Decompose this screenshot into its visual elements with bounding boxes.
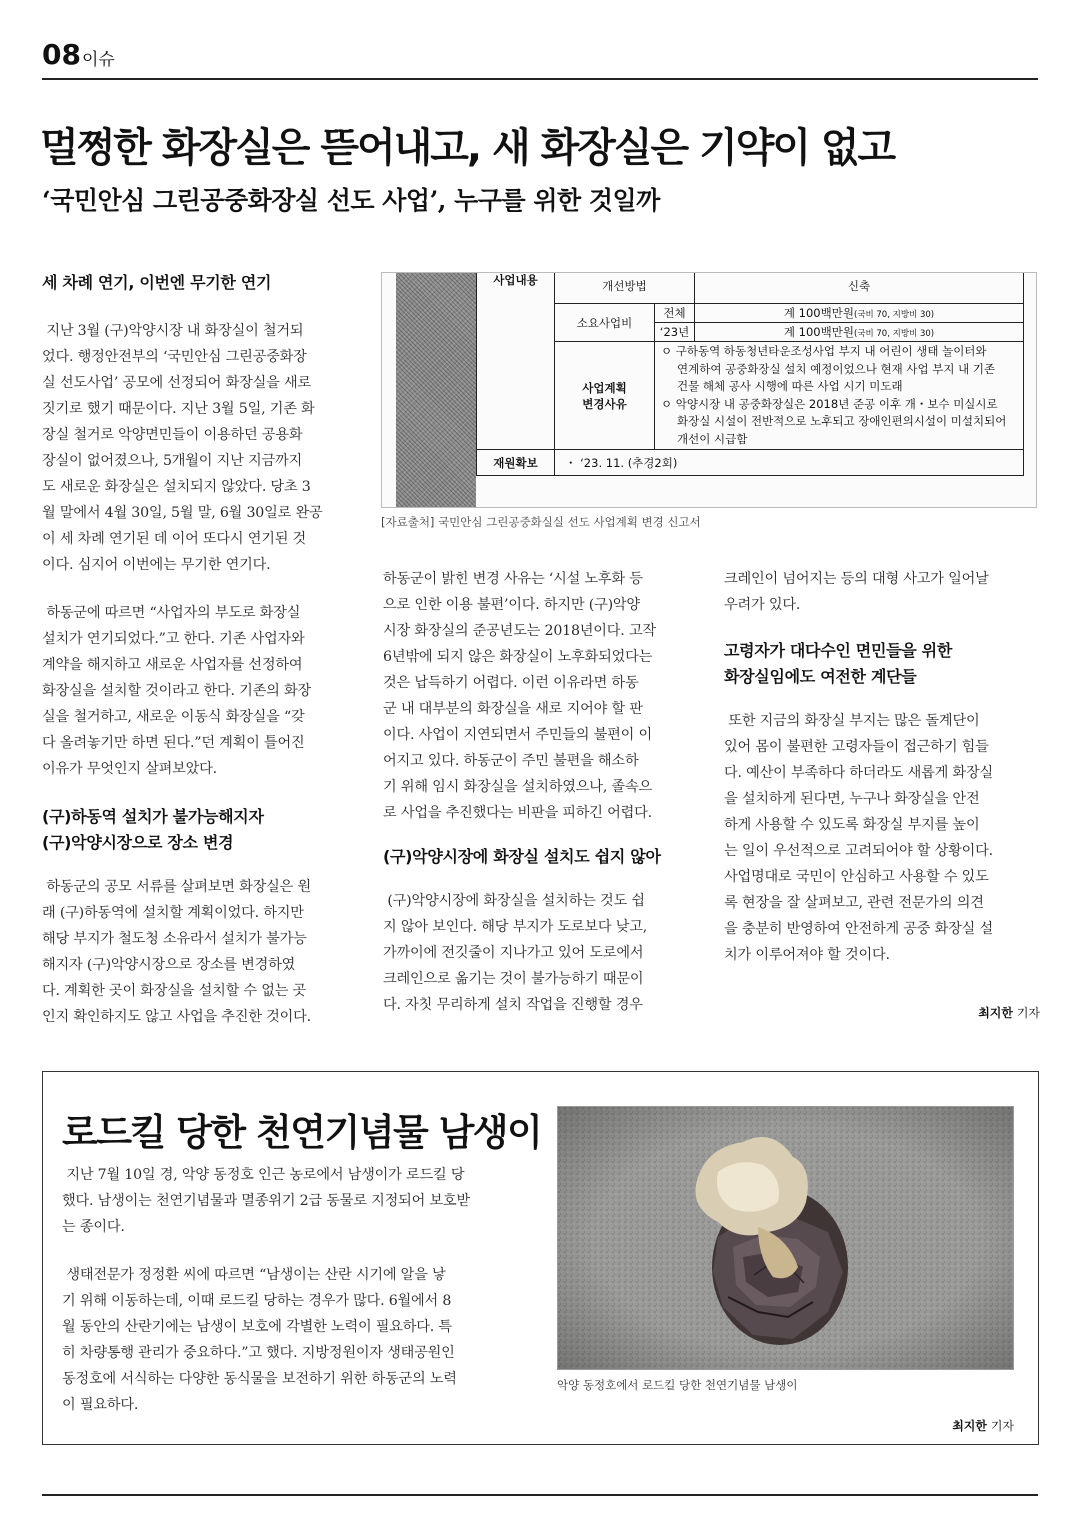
doc-cell: 전체 — [655, 304, 695, 323]
doc-cell: ・ ‘23. 11. (추경2회) — [555, 450, 1024, 476]
doc-label: 재원확보 — [477, 450, 555, 476]
footer-rule — [42, 1494, 1038, 1496]
section-label: 이슈 — [82, 50, 115, 70]
paragraph: 또한 지금의 화장실 부지는 많은 돌계단이 있어 몸이 불편한 고령자들이 접근하기 힘들 다. 예산이 부족하다 하더라도 새롭게 화장실 을 설치하게 된다면, 누구나 화장실을 안전 하게 사용할 수 있도록 화장실 부지를 높이 는 일이 우선적으로 고려되어야 할 상황이다. 사업명대로 국민이 안심하고 사용할 수 있도 록 현장을 잘 살펴보고, 관련 전문가의 의견 을 충분히 반영하여 안전하게 공중 화장실 설 치가 이루어져야 할 것이다. — [724, 713, 993, 963]
paragraph: 하동군의 공모 서류를 살펴보면 화장실은 원 래 (구)하동역에 설치할 계획이었다. 하지만 해당 부지가 철도청 소유라서 설치가 불가능 해지자 (구)악양시장으로 장소를 변경하였 다. 계획한 곳이 화장실을 설치할 수 없는 곳 인지 확인하지도 않고 사업을 추진한 것이다. — [42, 879, 311, 1025]
doc-cell: ‘23년 — [655, 323, 695, 342]
paragraph: 하동군이 밝힌 변경 사유는 ‘시설 노후화 등 으로 인한 이용 불편’이다. 하지만 (구)악양 시장 화장실의 준공년도는 2018년이다. 고작 6년밖에 되지 않은 화장실이 노후화되었다는 것은 납득하기 어렵다. 이런 이유라면 하동 군 내 대부분의 화장실을 새로 지어야 할 판 이다. 사업이 지연되면서 주민들의 불편이 이 어지고 있다. 하동군이 주민 불편을 해소하 기 위해 임시 화장실을 설치하였으나, 졸속으 로 사업을 추진했다는 비판을 피하긴 어렵다. — [383, 571, 656, 821]
turtle-photo — [557, 1106, 1014, 1370]
subhead-2: (구)하동역 설치가 불가능해지자 (구)악양시장으로 장소 변경 — [42, 807, 264, 852]
doc-cell: 개선방법 — [555, 272, 695, 304]
page-number: 08 — [42, 38, 81, 71]
subhead-4: 고령자가 대다수인 면민들을 위한 화장실임에도 여전한 계단들 — [724, 641, 952, 686]
doc-cell: 계 100백만원(국비 70, 지방비 30) — [695, 304, 1024, 323]
column-1 — [42, 270, 358, 1030]
sidebar-article-body — [62, 1162, 528, 1418]
document-caption: [자료출처] 국민안심 그린공중화실실 선도 사업계획 변경 신고서 — [381, 515, 701, 529]
doc-cell: 소요사업비 — [555, 304, 655, 342]
document-scan-image — [381, 272, 1037, 508]
paragraph: (구)악양시장에 화장실을 설치하는 것도 쉽 지 않아 보인다. 해당 부지가 도로보다 낮고, 가까이에 전깃줄이 지나가고 있어 도로에서 크레인으로 옮기는 것이 불가능하기 때문이 다. 자칫 무리하게 설치 작업을 진행할 경우 — [383, 893, 648, 1013]
photo-caption: 악양 동정호에서 로드킬 당한 천연기념물 남생이 — [557, 1378, 798, 1392]
doc-cell: 계 100백만원(국비 70, 지방비 30) — [695, 323, 1024, 342]
paragraph: 크레인이 넘어지는 등의 대형 사고가 일어날 우려가 있다. — [724, 571, 989, 613]
paragraph: 지난 3월 (구)악양시장 내 화장실이 철거되 었다. 행정안전부의 ‘국민안심 그린공중화장 실 선도사업’ 공모에 선정되어 화장실을 새로 짓기로 했기 때문이다. 지난 3월 5일, 기존 화 장실 철거로 악양면민들이 이용하던 공용화 장실이 없어졌으나, 5개월이 지난 지금까지 도 새로운 화장실은 설치되지 않았다. 당초 3 월 말에서 4월 30일, 5월 말, 6월 30일로 완공 이 세 차례 연기된 데 이어 또다시 연기된 것 이다. 심지어 이번에는 무기한 연기다. — [42, 323, 323, 573]
paragraph: 하동군에 따르면 “사업자의 부도로 화장실 설치가 연기되었다.”고 한다. 기존 사업자와 계약을 해지하고 새로운 사업자를 선정하여 화장실을 설치할 것이라고 한다. 기존의 화장 실을 철거하고, 새로운 이동식 화장실을 “갖 다 올려놓기만 하면 된다.”던 계획이 틀어진 이유가 무엇인지 살펴보았다. — [42, 605, 311, 777]
subhead-3: (구)악양시장에 화장실 설치도 쉽지 않아 — [383, 847, 661, 866]
doc-cell: ㅇ 구하동역 하동청년타운조성사업 부지 내 어린이 생태 놀이터와 연계하여 공중화장실 설치 예정이었으나 현재 사업 부지 내 기존 건물 해체 공사 시행에 따른 사업 시기 미도래 ㅇ 악양시장 내 공중화장실은 2018년 준공 이후 개・보수 미실시로 화장실 시설이 전반적으로 노후되고 장애인편의시설이 미설치되어 개선이 시급함 — [655, 342, 1024, 450]
header-rule — [42, 78, 1038, 80]
article-subheadline: ‘국민안심 그린공중화장실 선도 사업’, 누구를 위한 것일까 — [42, 186, 660, 215]
doc-cell: 신축 — [695, 272, 1024, 304]
doc-label: 사업내용 — [477, 272, 555, 450]
article-headline: 멀쩡한 화장실은 뜯어내고, 새 화장실은 기약이 없고 — [40, 125, 895, 171]
article-byline: 최지한 기자 — [978, 1006, 1040, 1020]
column-3 — [724, 566, 1040, 1021]
column-2 — [383, 566, 699, 1018]
subhead-1: 세 차례 연기, 이번엔 무기한 연기 — [42, 273, 272, 292]
document-table — [476, 272, 1024, 476]
sidebar-article-title: 로드킬 당한 천연기념물 남생이 — [62, 1110, 542, 1154]
paragraph: 생태전문가 정정환 씨에 따르면 “남생이는 산란 시기에 알을 낳 기 위해 이동하는데, 이때 로드킬 당하는 경우가 많다. 6월에서 8 월 동안의 산란기에는 남생이 보호에 각별한 노력이 필요하다. 특 히 차량통행 관리가 중요하다.”고 했다. 지방정원이자 생태공원인 동정호에 서식하는 다양한 동식물을 보전하기 위한 하동군의 노력 이 필요하다. — [62, 1267, 457, 1413]
sidebar-byline: 최지한 기자 — [952, 1419, 1014, 1433]
doc-label: 사업계획 변경사유 — [555, 342, 655, 450]
paragraph: 지난 7월 10일 경, 악양 동정호 인근 농로에서 남생이가 로드킬 당 했다. 남생이는 천연기념물과 멸종위기 2급 동물로 지정되어 보호받 는 종이다. — [62, 1167, 470, 1235]
scan-shading — [396, 273, 476, 508]
